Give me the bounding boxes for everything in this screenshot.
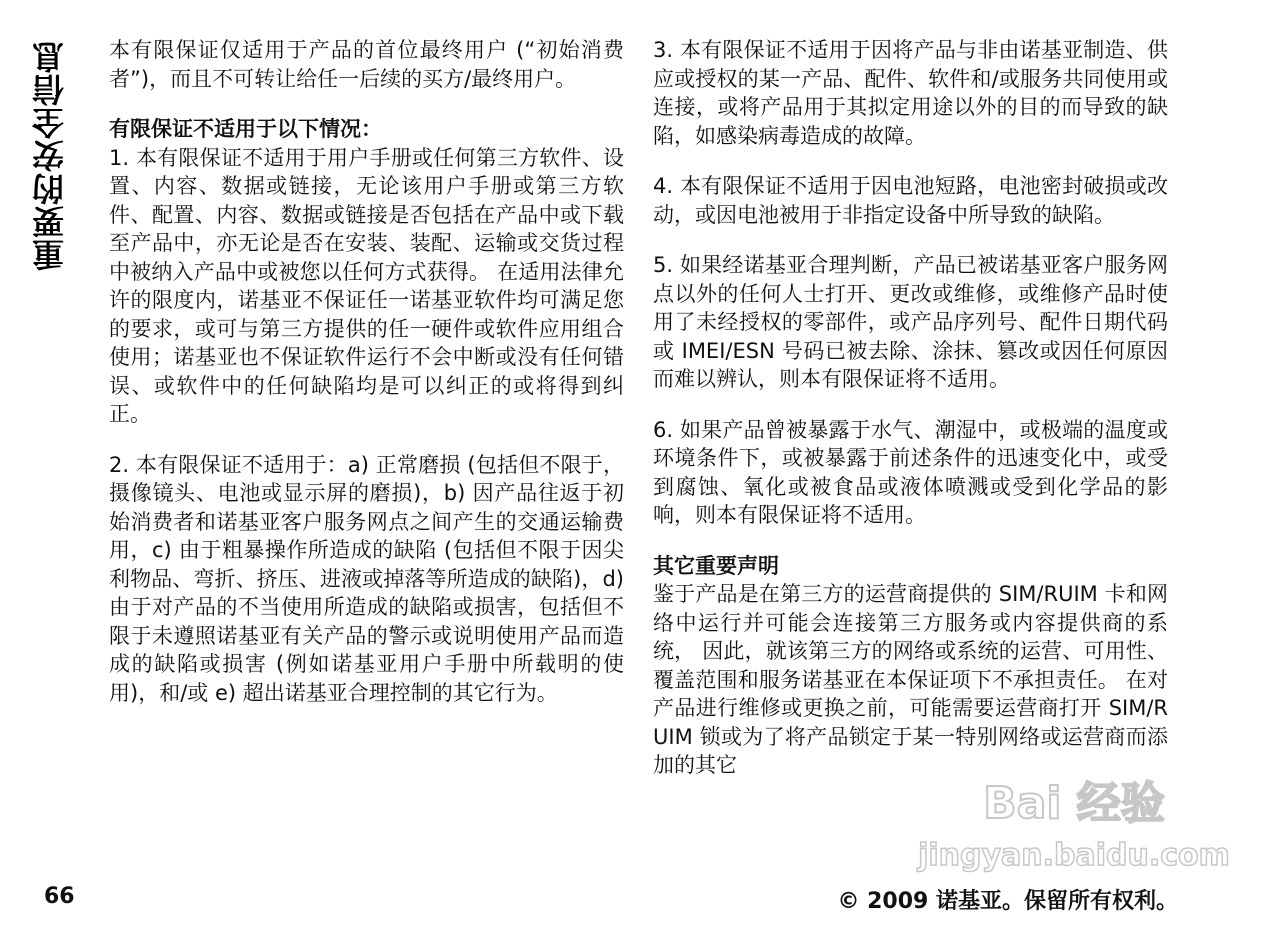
exclusion-item-2: 2. 本有限保证不适用于：a) 正常磨损 (包括但不限于，摄像镜头、电池或显示屏的磨损)，b) 因产品往返于初始消费者和诺基亚客户服务网点之间产生的交通运输费用，c) 由于粗暴操作所造成的缺陷 (包括但不限于因尖利物品、弯折、挤压、进液或掉落等所造成的缺陷)，d) 由于对产品的不当使用所造成的缺陷或损害，包括但不限于未遵照诺基亚有关产品的警示或说明使用产品而造成的缺陷或损害 (例如诺基亚用户手册中所载明的使用)，和/或 e) 超出诺基亚合理控制的其它行为。 xyxy=(109,452,624,705)
section-side-title: 重要的安全信息 xyxy=(31,40,69,271)
exclusions-heading: 有限保证不适用于以下情况： xyxy=(109,117,382,141)
left-column xyxy=(109,36,624,729)
exclusion-item-5: 5. 如果经诺基亚合理判断，产品已被诺基亚客户服务网点以外的任何人士打开、更改或维修，或维修产品时使用了未经授权的零部件，或产品序列号、配件日期代码或 IMEI/ESN 号码已被去除、涂抹、篡改或因任何原因而难以辨认，则本有限保证将不适用。 xyxy=(653,253,1168,391)
watermark-logo-text: Bai 经验 xyxy=(983,778,1165,829)
exclusion-item-3: 3. 本有限保证不适用于因将产品与非由诺基亚制造、供应或授权的某一产品、配件、软件和/或服务共同使用或连接，或将产品用于其拟定用途以外的目的而导致的缺陷，如感染病毒造成的故障。 xyxy=(653,38,1168,148)
right-column xyxy=(653,36,1168,802)
watermark-url-text: jingyan.baidu.com xyxy=(918,838,1230,873)
page-number: 66 xyxy=(44,884,75,909)
other-notices-heading: 其它重要声明 xyxy=(653,553,779,578)
exclusion-item-6: 6. 如果产品曾被暴露于水气、潮湿中，或极端的温度或环境条件下，或被暴露于前述条件的迅速变化中，或受到腐蚀、氧化或被食品或液体喷溅或受到化学品的影响，则本有限保证将不适用。 xyxy=(653,417,1168,527)
exclusion-item-1: 1. 本有限保证不适用于用户手册或任何第三方软件、设置、内容、数据或链接，无论该用户手册或第三方软件、配置、内容、数据或链接是否包括在产品中或下载至产品中，亦无论是否在安装、装配、运输或交货过程中被纳入产品中或被您以任何方式获得。 在适用法律允许的限度内，诺基亚不保证任一诺基亚软件均可满足您的要求，或可与第三方提供的任一硬件或软件应用组合使用；诺基亚也不保证软件运行不会中断或没有任何错误、或软件中的任何缺陷均是可以纠正的或将得到纠正。 xyxy=(109,145,624,426)
copyright-notice: © 2009 诺基亚。保留所有权利。 xyxy=(837,889,1178,914)
intro-paragraph: 本有限保证仅适用于产品的首位最终用户 (“初始消费者”)，而且不可转让给任一后续的买方/最终用户。 xyxy=(109,38,624,91)
exclusion-item-4: 4. 本有限保证不适用于因电池短路，电池密封破损或改动，或因电池被用于非指定设备中所导致的缺陷。 xyxy=(653,174,1168,227)
other-notices-paragraph: 鉴于产品是在第三方的运营商提供的 SIM/RUIM 卡和网络中运行并可能会连接第三方服务或内容提供商的系统， 因此，就该第三方的网络或系统的运营、可用性、覆盖范围和服务诺基亚在本保证项下不承担责任。 在对产品进行维修或更换之前，可能需要运营商打开 SIM/RUIM 锁或为了将产品锁定于某一特别网络或运营商而添加的其它 xyxy=(653,582,1168,777)
